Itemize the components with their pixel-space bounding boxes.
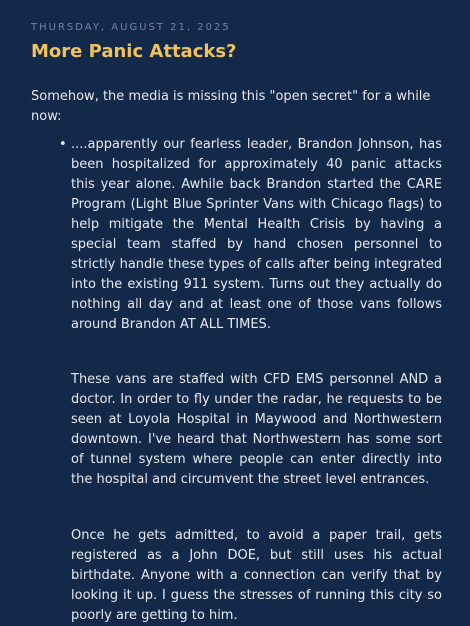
post-date: THURSDAY, AUGUST 21, 2025 xyxy=(31,22,231,33)
post-intro: Somehow, the media is missing this "open secret" for a while now: xyxy=(31,89,431,124)
paragraph-1: ....apparently our fearless leader, Brandon Johnson, has been hospitalized for approximately 40 panic attacks this year alone. Awhile back Brandon started the CARE Program (Light Blue Sprinter Vans with Chicago flags) to help mitigate the Mental Health Crisis by having a special team staffed by hand chosen personnel to strictly handle these types of calls after being integrated into the existing 911 system. Turns out they actually do nothing all day and at least one of those vans follows around Brandon AT ALL TIMES. xyxy=(71,137,442,332)
post-title[interactable]: More Panic Attacks? xyxy=(31,41,237,62)
paragraph-2: These vans are staffed with CFD EMS personnel AND a doctor. In order to fly under the radar, he requests to be seen at Loyola Hospital in Maywood and Northwestern downtown. I've heard that Northwestern has some sort of tunnel system where people can enter directly into the hospital and circumvent the street level entrances. xyxy=(71,372,442,487)
post-body-list xyxy=(31,135,442,626)
paragraph-3: Once he gets admitted, to avoid a paper trail, gets registered as a John DOE, but still uses his actual birthdate. Anyone with a connection can verify that by looking it up. I guess the stresses of running this city so poorly are getting to him. xyxy=(71,528,442,623)
list-item xyxy=(59,135,442,626)
bullet-icon: • xyxy=(59,137,67,152)
